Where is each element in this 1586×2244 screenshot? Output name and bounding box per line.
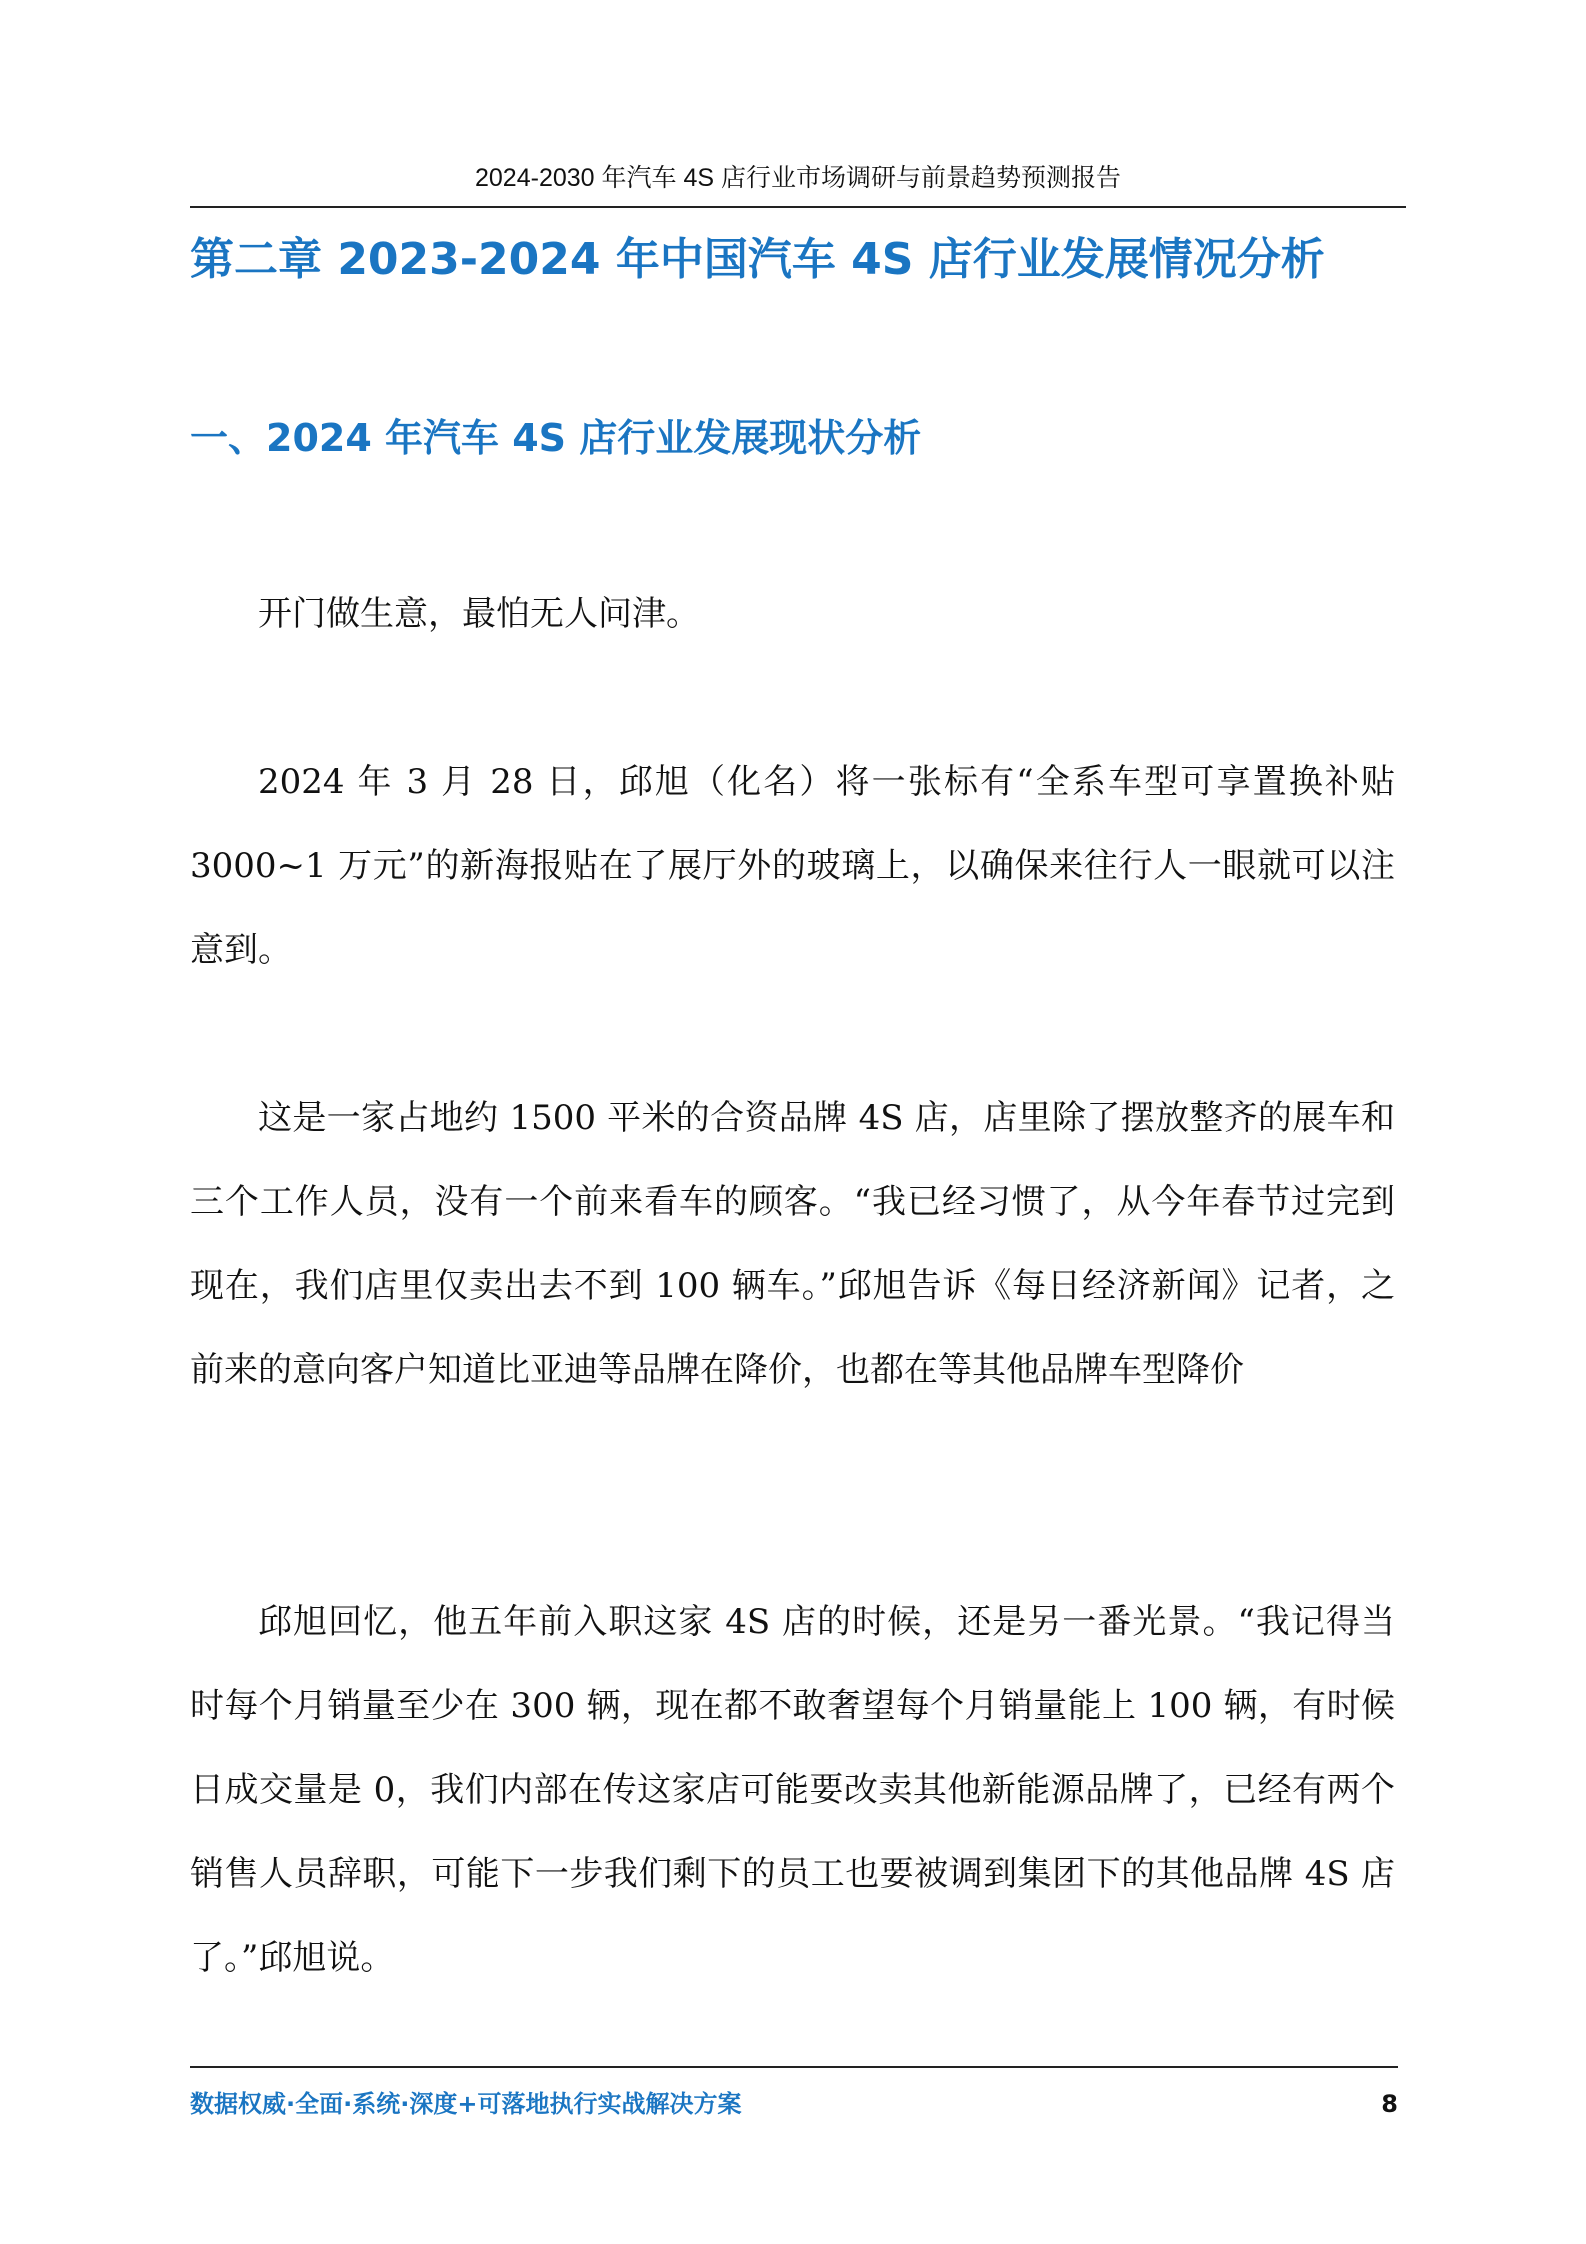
body-paragraph-3: 这是一家占地约 1500 平米的合资品牌 4S 店，店里除了摆放整齐的展车和三个工作人员，没有一个前来看车的顾客。“我已经习惯了，从今年春节过完到现在，我们店里仅卖出去不到 100 辆车。”邱旭告诉《每日经济新闻》记者，之前来的意向客户知道比亚迪等品牌在降价，也都在等其他品牌车型降价 — [190, 1098, 1395, 1390]
chapter-title: 第二章 2023-2024 年中国汽车 4S 店行业发展情况分析 — [190, 234, 1325, 285]
running-header: 2024-2030 年汽车 4S 店行业市场调研与前景趋势预测报告 — [475, 164, 1121, 192]
footer-divider — [190, 2066, 1398, 2068]
body-paragraph-4: 邱旭回忆，他五年前入职这家 4S 店的时候，还是另一番光景。“我记得当时每个月销量至少在 300 辆，现在都不敢奢望每个月销量能上 100 辆，有时候日成交量是 0，我们内部在传这家店可能要改卖其他新能源品牌了，已经有两个销售人员辞职，可能下一步我们剩下的员工也要被调到集团下的其他品牌 4S 店了。”邱旭说。 — [190, 1602, 1395, 1978]
page-number: 8 — [1381, 2090, 1398, 2118]
header-divider — [190, 206, 1406, 208]
footer-tagline: 数据权威·全面·系统·深度+可落地执行实战解决方案 — [190, 2090, 742, 2118]
body-paragraph-2: 2024 年 3 月 28 日，邱旭（化名）将一张标有“全系车型可享置换补贴 3000~1 万元”的新海报贴在了展厅外的玻璃上，以确保来往行人一眼就可以注意到。 — [190, 762, 1395, 970]
body-paragraph-1: 开门做生意，最怕无人问津。 — [258, 594, 700, 634]
section-title: 一、2024 年汽车 4S 店行业发展现状分析 — [190, 416, 922, 460]
